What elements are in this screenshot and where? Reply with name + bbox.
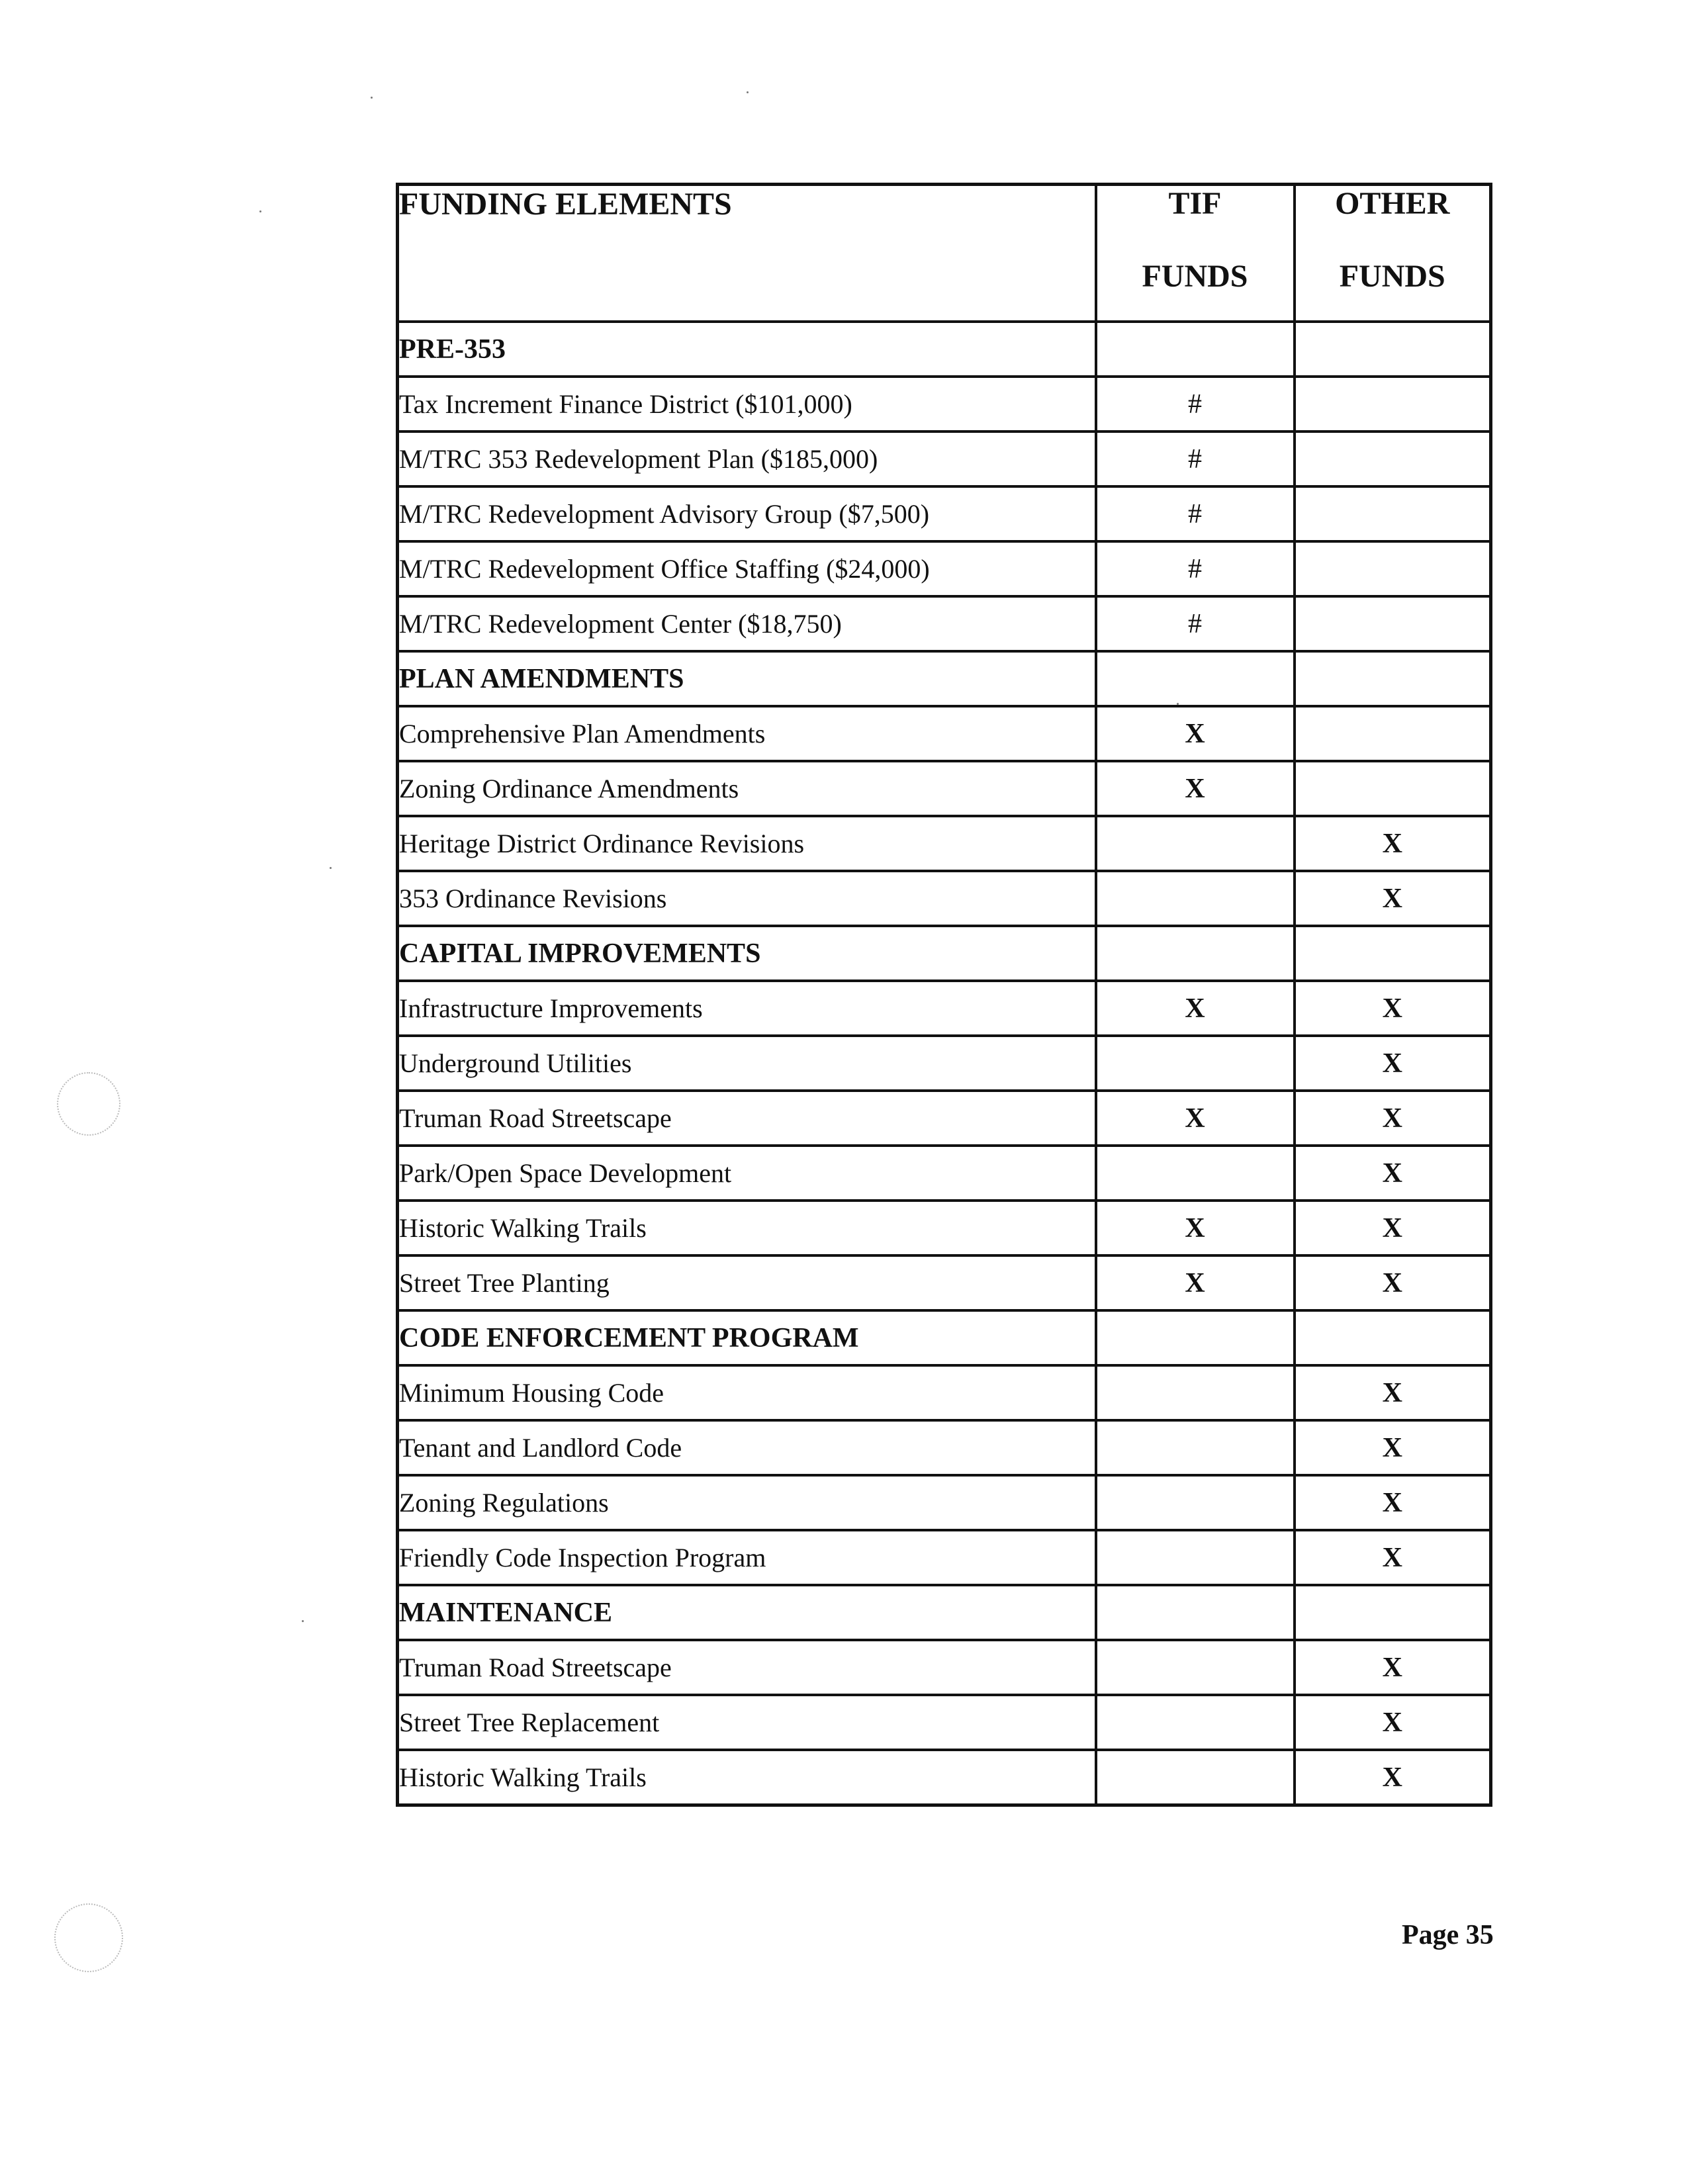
table-row (398, 1640, 1491, 1695)
scan-speck (259, 210, 261, 212)
funding-element-label: Truman Road Streetscape (398, 1640, 1096, 1695)
scan-speck (747, 91, 749, 93)
other-funds-cell: X (1295, 1420, 1491, 1475)
tif-funds-cell: X (1096, 706, 1295, 761)
tif-funds-cell (1096, 926, 1295, 981)
tif-funds-cell: X (1096, 1201, 1295, 1255)
table-row (398, 706, 1491, 761)
funding-element-label: Street Tree Planting (398, 1255, 1096, 1310)
section-row (398, 322, 1491, 377)
scan-speck (330, 867, 332, 869)
section-heading: PLAN AMENDMENTS (398, 651, 1096, 706)
table-row (398, 1146, 1491, 1201)
funding-element-label: M/TRC Redevelopment Advisory Group ($7,500) (398, 486, 1096, 541)
tif-funds-cell: # (1096, 541, 1295, 596)
other-funds-cell: X (1295, 1036, 1491, 1091)
tif-funds-cell (1096, 1420, 1295, 1475)
table-row (398, 1420, 1491, 1475)
section-heading: CAPITAL IMPROVEMENTS (398, 926, 1096, 981)
table-row (398, 981, 1491, 1036)
funding-element-label: M/TRC Redevelopment Office Staffing ($24,000) (398, 541, 1096, 596)
header-other-funds (1295, 185, 1491, 322)
table-row (398, 1201, 1491, 1255)
other-funds-cell (1295, 432, 1491, 486)
other-funds-cell: X (1295, 1530, 1491, 1585)
other-funds-cell (1295, 706, 1491, 761)
other-funds-cell (1295, 1585, 1491, 1640)
other-funds-cell: X (1295, 1091, 1491, 1146)
other-funds-cell (1295, 761, 1491, 816)
section-row (398, 926, 1491, 981)
scan-speck (371, 97, 373, 99)
tif-funds-cell: X (1096, 761, 1295, 816)
other-funds-cell: X (1295, 1640, 1491, 1695)
tif-funds-cell (1096, 1310, 1295, 1365)
tif-funds-cell (1096, 1146, 1295, 1201)
other-funds-cell (1295, 1310, 1491, 1365)
page-number: Page 35 (1402, 1920, 1494, 1950)
table-row (398, 816, 1491, 871)
header-other-line1: OTHER (1335, 186, 1450, 221)
other-funds-cell: X (1295, 1146, 1491, 1201)
tif-funds-cell (1096, 1530, 1295, 1585)
funding-element-label: Heritage District Ordinance Revisions (398, 816, 1096, 871)
other-funds-cell: X (1295, 871, 1491, 926)
header-other-line2: FUNDS (1339, 259, 1445, 294)
other-funds-cell (1295, 377, 1491, 432)
table-header-row (398, 185, 1491, 322)
table-row (398, 1530, 1491, 1585)
funding-element-label: Zoning Regulations (398, 1475, 1096, 1530)
tif-funds-cell (1096, 1640, 1295, 1695)
tif-funds-cell (1096, 651, 1295, 706)
scan-speck (302, 1620, 304, 1622)
other-funds-cell (1295, 486, 1491, 541)
other-funds-cell: X (1295, 981, 1491, 1036)
table-row (398, 1695, 1491, 1750)
funding-element-label: Comprehensive Plan Amendments (398, 706, 1096, 761)
table-row (398, 1036, 1491, 1091)
funding-element-label: Street Tree Replacement (398, 1695, 1096, 1750)
funding-element-label: Truman Road Streetscape (398, 1091, 1096, 1146)
section-heading: MAINTENANCE (398, 1585, 1096, 1640)
section-heading: CODE ENFORCEMENT PROGRAM (398, 1310, 1096, 1365)
tif-funds-cell: X (1096, 1091, 1295, 1146)
tif-funds-cell (1096, 871, 1295, 926)
funding-table-body (398, 322, 1491, 1805)
other-funds-cell (1295, 596, 1491, 651)
other-funds-cell (1295, 926, 1491, 981)
tif-funds-cell: X (1096, 1255, 1295, 1310)
table-row (398, 377, 1491, 432)
funding-element-label: Infrastructure Improvements (398, 981, 1096, 1036)
punch-hole-mark (54, 1903, 123, 1972)
funding-element-label: M/TRC Redevelopment Center ($18,750) (398, 596, 1096, 651)
table-row (398, 1365, 1491, 1420)
header-tif-line1: TIF (1168, 186, 1222, 221)
table-row (398, 541, 1491, 596)
tif-funds-cell: # (1096, 486, 1295, 541)
funding-element-label: Underground Utilities (398, 1036, 1096, 1091)
funding-element-label: Historic Walking Trails (398, 1201, 1096, 1255)
funding-element-label: Zoning Ordinance Amendments (398, 761, 1096, 816)
other-funds-cell: X (1295, 816, 1491, 871)
table-row (398, 1475, 1491, 1530)
section-row (398, 1310, 1491, 1365)
table-row (398, 486, 1491, 541)
tif-funds-cell (1096, 1695, 1295, 1750)
other-funds-cell: X (1295, 1695, 1491, 1750)
section-row (398, 651, 1491, 706)
header-funding-elements: FUNDING ELEMENTS (398, 185, 1096, 322)
funding-element-label: Tax Increment Finance District ($101,000) (398, 377, 1096, 432)
tif-funds-cell (1096, 322, 1295, 377)
table-row (398, 596, 1491, 651)
tif-funds-cell (1096, 1365, 1295, 1420)
tif-funds-cell: # (1096, 377, 1295, 432)
funding-elements-table (396, 183, 1492, 1807)
other-funds-cell: X (1295, 1201, 1491, 1255)
section-row (398, 1585, 1491, 1640)
funding-element-label: Minimum Housing Code (398, 1365, 1096, 1420)
header-tif-funds (1096, 185, 1295, 322)
funding-element-label: 353 Ordinance Revisions (398, 871, 1096, 926)
funding-element-label: Park/Open Space Development (398, 1146, 1096, 1201)
tif-funds-cell (1096, 1585, 1295, 1640)
funding-element-label: Historic Walking Trails (398, 1750, 1096, 1805)
tif-funds-cell (1096, 1750, 1295, 1805)
other-funds-cell (1295, 651, 1491, 706)
funding-element-label: Tenant and Landlord Code (398, 1420, 1096, 1475)
other-funds-cell: X (1295, 1255, 1491, 1310)
table-row (398, 1750, 1491, 1805)
header-tif-line2: FUNDS (1142, 259, 1248, 294)
table-row (398, 871, 1491, 926)
other-funds-cell: X (1295, 1475, 1491, 1530)
other-funds-cell: X (1295, 1750, 1491, 1805)
section-heading: PRE-353 (398, 322, 1096, 377)
tif-funds-cell (1096, 816, 1295, 871)
punch-hole-mark (57, 1072, 120, 1136)
table-row (398, 761, 1491, 816)
table-row (398, 1091, 1491, 1146)
tif-funds-cell (1096, 1036, 1295, 1091)
funding-element-label: Friendly Code Inspection Program (398, 1530, 1096, 1585)
tif-funds-cell: # (1096, 432, 1295, 486)
funding-element-label: M/TRC 353 Redevelopment Plan ($185,000) (398, 432, 1096, 486)
table-row (398, 432, 1491, 486)
other-funds-cell: X (1295, 1365, 1491, 1420)
other-funds-cell (1295, 322, 1491, 377)
tif-funds-cell: X (1096, 981, 1295, 1036)
other-funds-cell (1295, 541, 1491, 596)
tif-funds-cell (1096, 1475, 1295, 1530)
table-row (398, 1255, 1491, 1310)
tif-funds-cell: # (1096, 596, 1295, 651)
